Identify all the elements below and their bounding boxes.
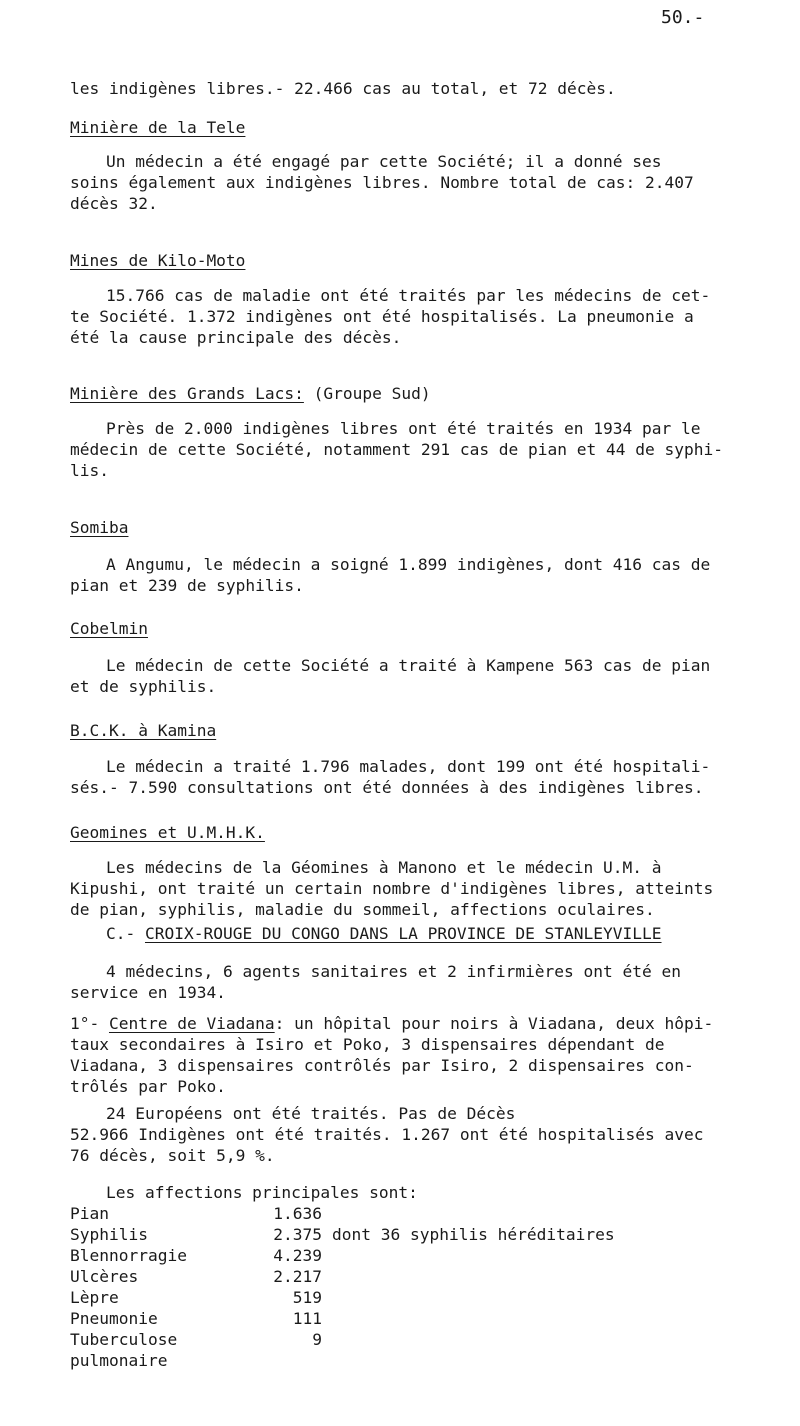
intro-line: les indigènes libres.- 22.466 cas au total, et 72 décès. [70,79,616,98]
affection-row [70,1329,782,1370]
section-heading-grands-lacs: Minière des Grands Lacs: [70,384,304,403]
croix-rouge-prefix: C.- [106,924,145,943]
affections-table [70,1182,782,1370]
affection-name: Blennorragie [70,1246,187,1265]
section-body-first-line: Près de 2.000 indigènes libres ont été traités en 1934 par le [106,419,701,438]
affection-row [70,1287,782,1308]
affection-row [70,1266,782,1287]
affections-title: Les affections principales sont: [106,1183,418,1202]
section-body-rest: Kipushi, ont traité un certain nombre d'indigènes libres, atteints de pian, syphilis, maladie du sommeil, affections oculaires. [70,879,714,919]
section-body-rest: et de syphilis. [70,677,217,696]
staff-first-line: 4 médecins, 6 agents sanitaires et 2 infirmières ont été en [106,962,681,981]
centre-rest: taux secondaires à Isiro et Poko, 3 dispensaires dépendant de Viadana, 3 dispensaires contrôlés par Isiro, 2 dispensaires con- trôlés par Poko. [70,1035,694,1096]
section-body-somiba [70,554,782,596]
croix-rouge-heading: CROIX-ROUGE DU CONGO DANS LA PROVINCE DE STANLEYVILLE [144,924,662,943]
section-body-rest: sés.- 7.590 consultations ont été données à des indigènes libres. [70,778,704,797]
affection-row [70,1203,782,1224]
section-body-rest: te Société. 1.372 indigènes ont été hospitalisés. La pneumonie a été la cause principale des décès. [70,307,694,347]
section-body-geomines [70,857,782,920]
section-heading-geomines: Geomines et U.M.H.K. [70,823,265,842]
centre-heading: Centre de Viadana [108,1014,275,1033]
section-heading-kilo-moto: Mines de Kilo-Moto [70,251,246,270]
stats-rest: 52.966 Indigènes ont été traités. 1.267 ont été hospitalisés avec 76 décès, soit 5,9 %. [70,1125,704,1165]
section-heading-somiba: Somiba [70,518,129,537]
section-heading-grands-lacs-line [70,383,782,404]
section-body-tele [70,151,782,214]
centre-prefix: 1°- [70,1014,109,1033]
affection-name: Lèpre [70,1288,119,1307]
affection-note: dont 36 syphilis héréditaires [332,1225,615,1244]
affection-value: 2.217 [273,1267,322,1286]
page-number: 50.- [661,7,705,28]
affection-value: 2.375 [273,1225,322,1244]
staff-rest: service en 1934. [70,983,226,1002]
affections-rows [70,1203,782,1370]
affection-name: Ulcères [70,1267,139,1286]
affection-value: 4.239 [273,1246,322,1265]
affection-name: Tuberculose pulmonaire [70,1330,178,1370]
section-body-first-line: Le médecin de cette Société a traité à Kampene 563 cas de pian [106,656,711,675]
section-body-first-line: 15.766 cas de maladie ont été traités par les médecins de cet- [106,286,711,305]
croix-rouge-heading-line [70,923,782,944]
affections-title-row [70,1182,782,1203]
section-body-cobelmin [70,655,782,697]
section-body-rest: soins également aux indigènes libres. Nombre total de cas: 2.407 décès 32. [70,173,694,213]
section-body-first-line: Un médecin a été engagé par cette Société; il a donné ses [106,152,662,171]
section-body-rest: médecin de cette Société, notamment 291 cas de pian et 44 de syphi- lis. [70,440,723,480]
affection-row [70,1308,782,1329]
affection-name: Pian [70,1204,109,1223]
section-body-grands-lacs [70,418,782,481]
affection-row [70,1245,782,1266]
affection-name: Syphilis [70,1225,148,1244]
affection-value: 9 [312,1330,322,1349]
centre-text: : un hôpital pour noirs à Viadana, deux hôpi- [274,1014,714,1033]
affection-row [70,1224,782,1245]
section-body-first-line: A Angumu, le médecin a soigné 1.899 indigènes, dont 416 cas de [106,555,711,574]
section-body-rest: pian et 239 de syphilis. [70,576,304,595]
centre-viadana [70,1013,782,1097]
affection-value: 1.636 [273,1204,322,1223]
section-body-bck-kamina [70,756,782,798]
section-body-first-line: Le médecin a traité 1.796 malades, dont 199 ont été hospitali- [106,757,711,776]
affection-name: Pneumonie [70,1309,158,1328]
affection-value: 111 [292,1309,322,1328]
section-heading-tele: Minière de la Tele [70,118,246,137]
section-heading-cobelmin: Cobelmin [70,619,148,638]
section-body-first-line: Les médecins de la Géomines à Manono et le médecin U.M. à [106,858,662,877]
stats-first-line: 24 Européens ont été traités. Pas de Décès [106,1104,516,1123]
section-heading-bck-kamina: B.C.K. à Kamina [70,721,217,740]
croix-rouge-staff [70,961,782,1003]
stats-paragraph [70,1103,782,1166]
section-heading-suffix: (Groupe Sud) [303,384,431,403]
section-body-kilo-moto [70,285,782,348]
affection-value: 519 [292,1288,322,1307]
